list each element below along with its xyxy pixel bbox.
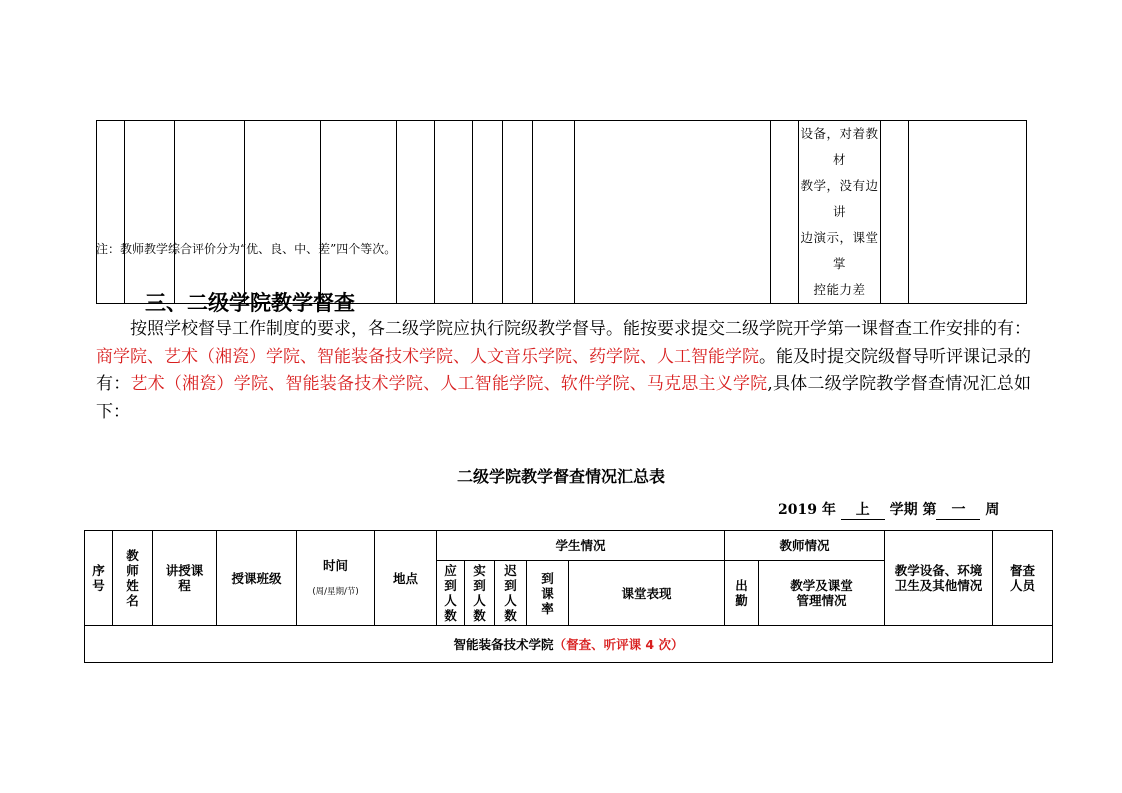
table-cell (575, 121, 771, 304)
summary-table-title: 二级学院教学督查情况汇总表 (456, 467, 665, 486)
table-cell (881, 121, 909, 304)
paragraph-text: 。能及时提交院级督导听评课记录的有： (96, 346, 1031, 394)
section-paragraph (96, 316, 1031, 426)
paragraph-text: ,具体二级学院教学督查情况汇总如下： (96, 374, 1032, 422)
term-week-line (778, 499, 999, 521)
header-equipment: 教学设备、环境卫生及其他情况 (885, 531, 993, 626)
evaluation-remark-cell (799, 121, 881, 304)
header-late: 迟到人数 (495, 561, 527, 626)
header-location: 地点 (375, 531, 437, 626)
header-time (297, 531, 375, 626)
remark-line: 控能力差 (813, 282, 866, 297)
table-cell (435, 121, 473, 304)
header-teacher-group: 教师情况 (725, 531, 885, 561)
header-row (85, 531, 1053, 561)
table-cell (97, 121, 125, 304)
header-performance: 课堂表现 (569, 561, 725, 626)
term-value: 上 (841, 501, 885, 520)
header-inspector: 督查人员 (993, 531, 1053, 626)
table-cell (245, 121, 321, 304)
header-expected: 应到人数 (437, 561, 465, 626)
highlighted-colleges: 艺术（湘瓷）学院、智能装备技术学院、人工智能学院、软件学院、马克思主义学院 (130, 374, 768, 394)
table-row (97, 121, 1027, 304)
week-label: 周 (985, 502, 1000, 518)
table-cell (771, 121, 799, 304)
college-count: （督查、听评课 4 次） (553, 636, 684, 652)
summary-table (84, 530, 1053, 663)
section-heading: 三、二级学院教学督查 (145, 291, 355, 315)
header-actual: 实到人数 (465, 561, 495, 626)
college-row (85, 626, 1053, 663)
college-cell (85, 626, 1053, 663)
header-teacher-name: 教师姓名 (113, 531, 153, 626)
previous-evaluation-table (96, 120, 1027, 304)
college-name: 智能装备技术学院 (453, 636, 554, 652)
week-prefix: 第 (922, 502, 937, 518)
table-cell (533, 121, 575, 304)
table-cell (503, 121, 533, 304)
remark-line: 边演示，课堂掌 (800, 230, 879, 271)
header-class: 授课班级 (217, 531, 297, 626)
table-cell (473, 121, 503, 304)
year-label: 年 (821, 502, 836, 518)
header-teaching-management: 教学及课堂管理情况 (759, 561, 885, 626)
header-time-sub: (周/星期/节) (312, 586, 359, 597)
year-value: 2019 (778, 502, 817, 518)
paragraph-text: 按照学校督导工作制度的要求，各二级学院应执行院级教学督导。能按要求提交二级学院开学第一课督查工作安排的有： (130, 319, 1031, 339)
header-student-group: 学生情况 (437, 531, 725, 561)
header-teacher-attendance: 出勤 (725, 561, 759, 626)
table-cell (175, 121, 245, 304)
highlighted-colleges: 商学院、艺术（湘瓷）学院、智能装备技术学院、人文音乐学院、药学院、人工智能学院 (96, 346, 759, 367)
header-attendance-rate: 到课率 (527, 561, 569, 626)
remark-line: 设备，对着教材 (800, 126, 879, 167)
header-course: 讲授课程 (153, 531, 217, 626)
week-value: 一 (936, 501, 980, 520)
table-cell (909, 121, 1027, 304)
table-cell (321, 121, 397, 304)
term-label: 学期 (889, 502, 918, 518)
remark-line: 教学，没有边讲 (800, 178, 879, 219)
header-time-label: 时间 (322, 557, 348, 573)
evaluation-note: 注：教师教学综合评价分为“优、良、中、差”四个等次。 (96, 242, 397, 256)
header-seq: 序号 (85, 531, 113, 626)
table-cell (397, 121, 435, 304)
table-cell (125, 121, 175, 304)
